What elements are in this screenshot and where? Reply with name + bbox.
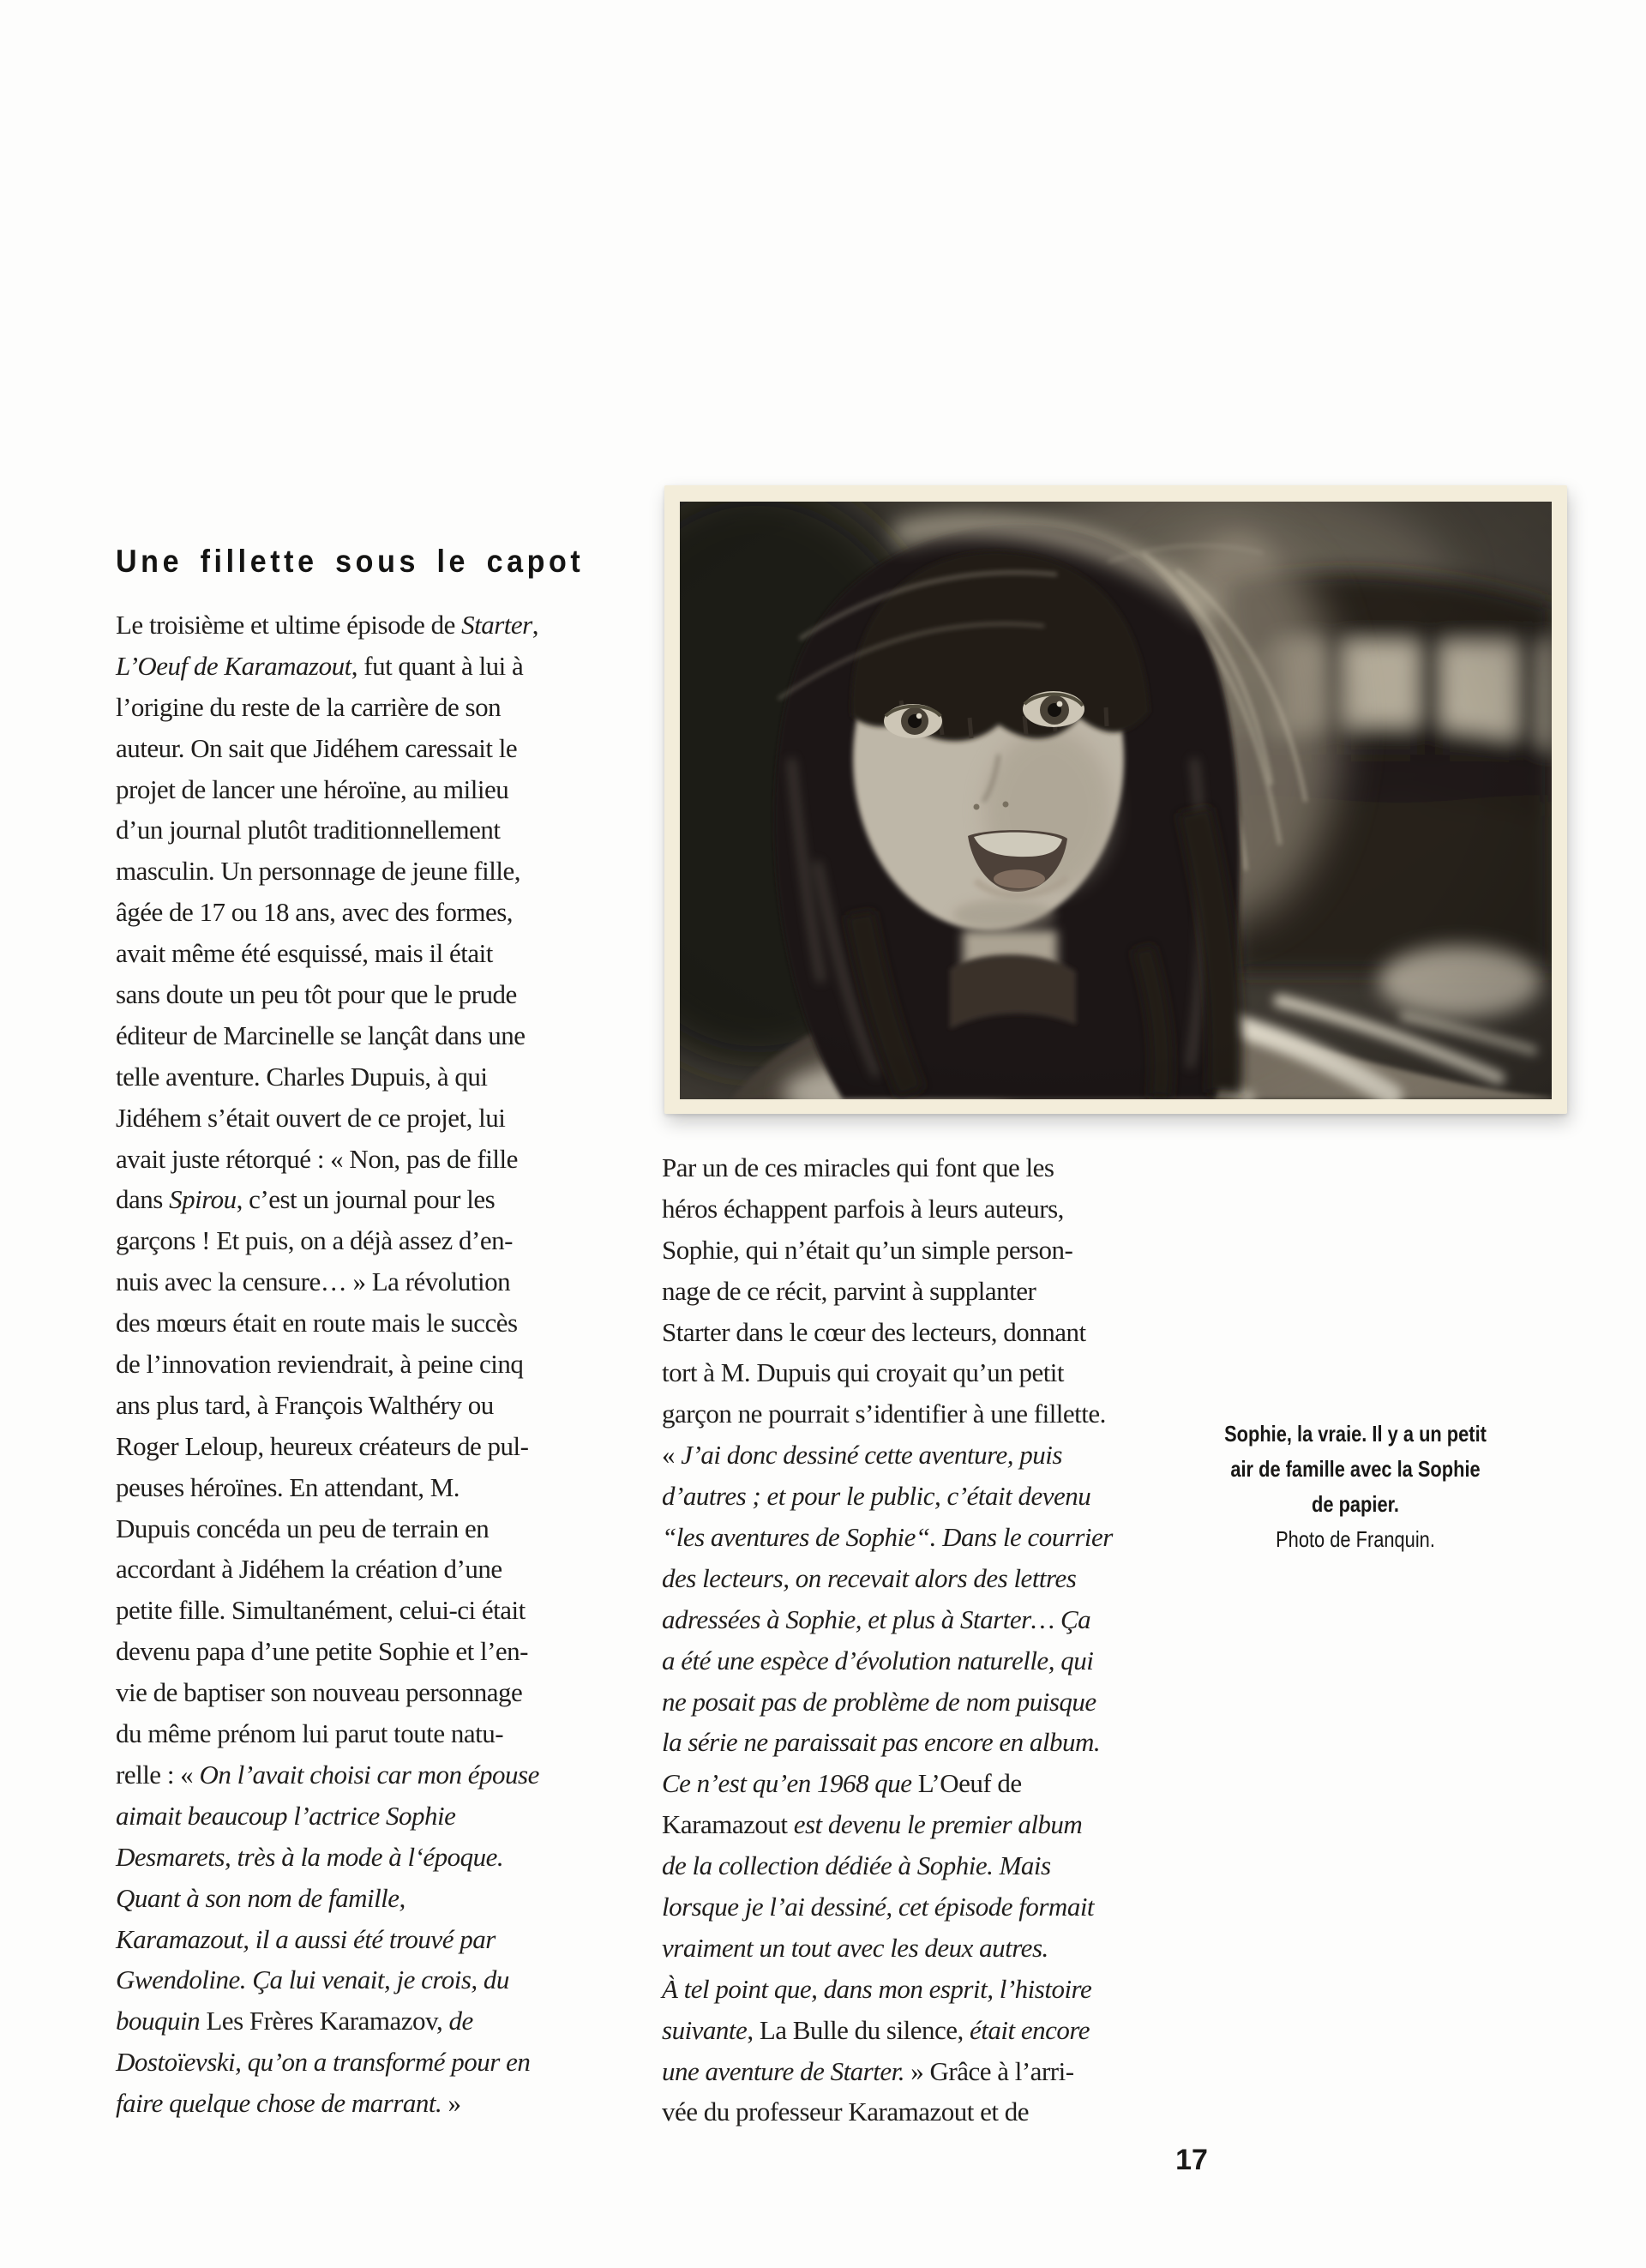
text-line: Gwendoline. Ça lui venait, je crois, du bbox=[116, 1964, 509, 1995]
text-line: une aventure de Starter. » Grâce à l’arri- bbox=[662, 2055, 1074, 2086]
text-line: adressées à Sophie, et plus à Starter… Ça bbox=[662, 1603, 1091, 1634]
text-line: masculin. Un personnage de jeune fille, bbox=[116, 856, 521, 887]
text-line: Desmarets, très à la mode à l‘époque. bbox=[116, 1841, 504, 1872]
right-text-column bbox=[662, 1147, 1219, 2133]
text-line: ans plus tard, à François Walthéry ou bbox=[116, 1389, 494, 1420]
text-line: ne posait pas de problème de nom puisque bbox=[662, 1686, 1096, 1717]
text-line: Karamazout, il a aussi été trouvé par bbox=[116, 1923, 496, 1954]
text-line: vée du professeur Karamazout et de bbox=[662, 2097, 1029, 2127]
text-line: accordant à Jidéhem la création d’une bbox=[116, 1554, 502, 1585]
photo-print bbox=[664, 485, 1567, 1114]
text-line: Le troisième et ultime épisode de Starter, bbox=[116, 610, 538, 640]
text-line: « J’ai donc dessiné cette aventure, puis bbox=[662, 1440, 1062, 1471]
text-line: nuis avec la censure… » La révolution bbox=[116, 1266, 511, 1297]
text-line: Quant à son nom de famille, bbox=[116, 1882, 405, 1913]
text-line: de l’innovation reviendrait, à peine cinq bbox=[116, 1349, 524, 1380]
text-line: sans doute un peu tôt pour que le prude bbox=[116, 979, 517, 1010]
page-number: 17 bbox=[1175, 2144, 1208, 2176]
text-line: Dostoïevski, qu’on a transformé pour en bbox=[116, 2047, 531, 2078]
text-line: Par un de ces miracles qui font que les bbox=[662, 1152, 1054, 1182]
text-line: À tel point que, dans mon esprit, l’histoire bbox=[662, 1973, 1092, 2004]
text-line: a été une espèce d’évolution naturelle, qui bbox=[662, 1645, 1094, 1675]
text-line: nage de ce récit, parvint à supplanter bbox=[662, 1275, 1036, 1306]
text-line: tort à M. Dupuis qui croyait qu’un petit bbox=[662, 1357, 1065, 1388]
text-line: air de famille avec la Sophie bbox=[1230, 1456, 1481, 1482]
text-line: d’autres ; et pour le public, c’était devenu bbox=[662, 1481, 1091, 1512]
girl-photo bbox=[680, 502, 1552, 1099]
text-line: Starter dans le cœur des lecteurs, donnant bbox=[662, 1316, 1086, 1347]
text-line: Sophie, la vraie. Il y a un petit bbox=[1224, 1421, 1487, 1447]
text-line: garçons ! Et puis, on a déjà assez d’en- bbox=[116, 1225, 513, 1256]
text-line: faire quelque chose de marrant. » bbox=[116, 2088, 461, 2119]
text-line: de la collection dédiée à Sophie. Mais bbox=[662, 1850, 1051, 1881]
left-text-column bbox=[116, 605, 673, 2124]
text-line: Roger Leloup, heureux créateurs de pul- bbox=[116, 1430, 529, 1461]
text-line: de papier. bbox=[1312, 1491, 1399, 1517]
text-line: vie de baptiser son nouveau personnage bbox=[116, 1677, 523, 1708]
text-line: peuses héroïnes. En attendant, M. bbox=[116, 1471, 460, 1502]
text-line: Sophie, qui n’était qu’un simple person- bbox=[662, 1234, 1073, 1265]
text-line: “les aventures de Sophie“. Dans le courrier bbox=[662, 1522, 1113, 1553]
text-line: des mœurs était en route mais le succès bbox=[116, 1308, 518, 1339]
text-line: avait juste rétorqué : « Non, pas de fille bbox=[116, 1143, 518, 1174]
text-line: garçon ne pourrait s’identifier à une fillette. bbox=[662, 1399, 1106, 1429]
text-line: la série ne paraissait pas encore en album. bbox=[662, 1727, 1101, 1758]
text-line: âgée de 17 ou 18 ans, avec des formes, bbox=[116, 897, 514, 928]
text-line: éditeur de Marcinelle se lançât dans une bbox=[116, 1020, 526, 1050]
text-line: projet de lancer une héroïne, au milieu bbox=[116, 773, 509, 804]
caption-bold-lines bbox=[1200, 1417, 1510, 1522]
text-line: L’Oeuf de Karamazout, fut quant à lui à bbox=[116, 650, 524, 681]
text-line: aimait beaucoup l’actrice Sophie bbox=[116, 1800, 456, 1831]
photo-caption bbox=[1200, 1417, 1510, 1557]
article-heading: Une fillette sous le capot bbox=[116, 543, 585, 579]
text-line: Jidéhem s’était ouvert de ce projet, lui bbox=[116, 1102, 506, 1133]
text-line: Karamazout est devenu le premier album bbox=[662, 1809, 1083, 1840]
text-line: du même prénom lui parut toute natu- bbox=[116, 1718, 504, 1749]
text-line: l’origine du reste de la carrière de son bbox=[116, 691, 502, 722]
text-line: auteur. On sait que Jidéhem caressait le bbox=[116, 732, 518, 763]
girl-portrait-illustration bbox=[680, 502, 1552, 1099]
text-line: bouquin Les Frères Karamazov, de bbox=[116, 2006, 473, 2036]
text-line: vraiment un tout avec les deux autres. bbox=[662, 1932, 1048, 1963]
caption-credit: Photo de Franquin. bbox=[1276, 1526, 1435, 1552]
text-line: relle : « On l’avait choisi car mon épouse bbox=[116, 1759, 539, 1790]
text-line: petite fille. Simultanément, celui-ci était bbox=[116, 1595, 526, 1626]
text-line: d’un journal plutôt traditionnellement bbox=[116, 815, 501, 845]
text-line: telle aventure. Charles Dupuis, à qui bbox=[116, 1061, 488, 1092]
text-line: dans Spirou, c’est un journal pour les bbox=[116, 1184, 496, 1215]
text-line: devenu papa d’une petite Sophie et l’en- bbox=[116, 1636, 528, 1667]
text-line: Ce n’est qu’en 1968 que L’Oeuf de bbox=[662, 1768, 1022, 1799]
text-line: des lecteurs, on recevait alors des lettres bbox=[662, 1562, 1077, 1593]
text-line: avait même été esquissé, mais il était bbox=[116, 938, 493, 969]
text-line: suivante, La Bulle du silence, était encore bbox=[662, 2014, 1090, 2045]
text-line: Dupuis concéda un peu de terrain en bbox=[116, 1513, 490, 1543]
text-line: lorsque je l’ai dessiné, cet épisode formait bbox=[662, 1892, 1095, 1922]
text-line: héros échappent parfois à leurs auteurs, bbox=[662, 1193, 1064, 1224]
